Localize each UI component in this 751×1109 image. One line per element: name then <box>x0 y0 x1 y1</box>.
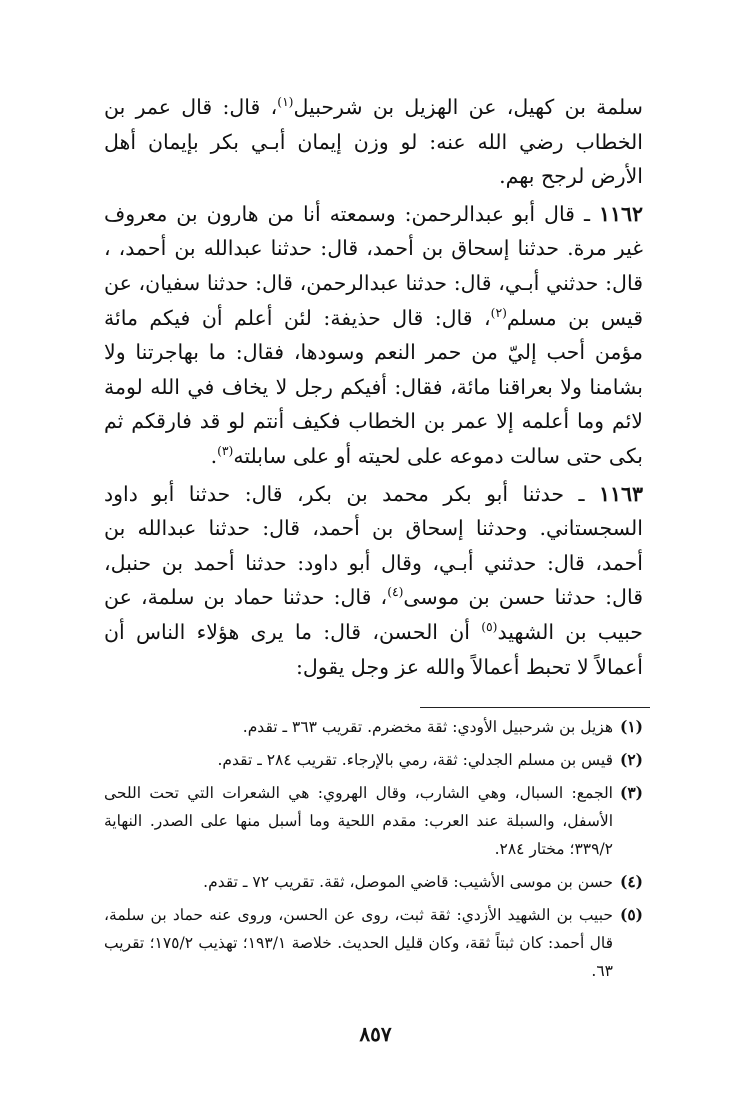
hadith-text-1: حدثنا أبو بكر محمد بن بكر، قال: حدثنا أبو داود السجستاني. وحدثنا إسحاق بن أحمد، قال: حدثنا عبدالله بن أحمد، قال: حدثني أبـي، وقال أبو داود: حدثنا أحمد بن حنبل، قال: حدثنا حسن بن موسى <box>104 481 643 610</box>
footnotes <box>104 713 643 990</box>
footnote-4 <box>104 868 643 896</box>
footnote-divider <box>420 707 650 708</box>
intro-text-1: سلمة بن كهيل، عن الهزيل بن شرحبيل <box>293 95 643 119</box>
main-text <box>104 90 643 684</box>
footnote-number: (٥) <box>619 905 643 924</box>
hadith-text-2: ، قال: حدثنا حماد بن سلمة، عن حبيب بن الشهيد <box>104 585 643 644</box>
footnote-5 <box>104 901 643 985</box>
footnote-2 <box>104 746 643 774</box>
footnote-3 <box>104 779 643 863</box>
hadith-dash: ـ <box>564 481 599 506</box>
page-number: ٨٥٧ <box>359 1022 392 1046</box>
footnote-number: (٣) <box>619 783 643 802</box>
intro-paragraph <box>104 90 643 194</box>
intro-text-2: ، قال: قال عمر بن الخطاب رضي الله عنه: لو وزن إيمان أبـي بكر بإيمان أهل الأرض لرجح بهم. <box>104 95 643 189</box>
footnote-text: حبيب بن الشهيد الأزدي: ثقة ثبت، روى عن الحسن، وروى عنه حماد بن سلمة، قال أحمد: كان ثبتاً ثقة، وكان قليل الحديث. خلاصة ١٩٣/١؛ تهذيب ١٧٥/٢؛ تقريب ٦٣. <box>104 906 613 980</box>
hadith-1162 <box>104 197 643 474</box>
footnote-text: قيس بن مسلم الجدلي: ثقة، رمي بالإرجاء. تقريب ٢٨٤ ـ تقدم. <box>217 751 613 769</box>
hadith-dash: ـ <box>575 201 599 226</box>
hadith-text-2: ، قال: قال حذيفة: لئن أعلم أن فيكم مائة مؤمن أحب إليّ من حمر النعم وسودها، فقال: ما بهاجرتنا ولا بشامنا ولا بعراقنا مائة، فقال: أفيكم رجل لا يخاف في الله لومة لائم وما أعلمه إلا عمر بن الخطاب فكيف أنتم لو قد فارقكم ثم بكى حتى سالت دموعه على لحيته أو على سابلته <box>104 305 643 468</box>
footnote-number: (٤) <box>619 872 643 891</box>
footnote-1 <box>104 713 643 741</box>
footnote-ref-1[interactable]: (١) <box>277 95 294 110</box>
hadith-text-3: . <box>210 443 218 468</box>
footnote-text: حسن بن موسى الأشيب: قاضي الموصل، ثقة. تقريب ٧٢ ـ تقدم. <box>203 873 613 891</box>
footnote-number: (١) <box>619 717 643 736</box>
hadith-text-3: أن الحسن، قال: ما يرى هؤلاء الناس أن أعمالاً لا تحبط أعمالاً والله عز وجل يقول: <box>104 619 643 679</box>
footnote-text: هزيل بن شرحبيل الأودي: ثقة مخضرم. تقريب ٣٦٣ ـ تقدم. <box>242 718 613 736</box>
footnote-text: الجمع: السبال، وهي الشارب، وقال الهروي: هي الشعرات التي تحت اللحى الأسفل، والسبلة عند العرب: مقدم اللحية وما أسبل منها على الصدر. النهاية ٣٣٩/٢؛ مختار ٢٨٤. <box>104 784 613 858</box>
footnote-ref-5[interactable]: (٥) <box>481 620 498 635</box>
footnote-number: (٢) <box>619 750 643 769</box>
hadith-text-1: قال أبو عبدالرحمن: وسمعته أنا من هارون بن معروف غير مرة. حدثنا إسحاق بن أحمد، قال: حدثنا عبدالله بن أحمد، ، قال: حدثني أبـي، قال: حدثنا عبدالرحمن، قال: حدثنا سفيان، عن قيس بن مسلم <box>104 201 643 330</box>
hadith-number: ١١٦٢ <box>598 201 644 226</box>
hadith-1163 <box>104 477 643 685</box>
footnote-ref-4[interactable]: (٤) <box>387 585 404 600</box>
hadith-number: ١١٦٣ <box>598 481 643 506</box>
footnote-ref-3[interactable]: (٣) <box>217 444 234 459</box>
footnote-ref-2[interactable]: (٢) <box>490 305 507 320</box>
